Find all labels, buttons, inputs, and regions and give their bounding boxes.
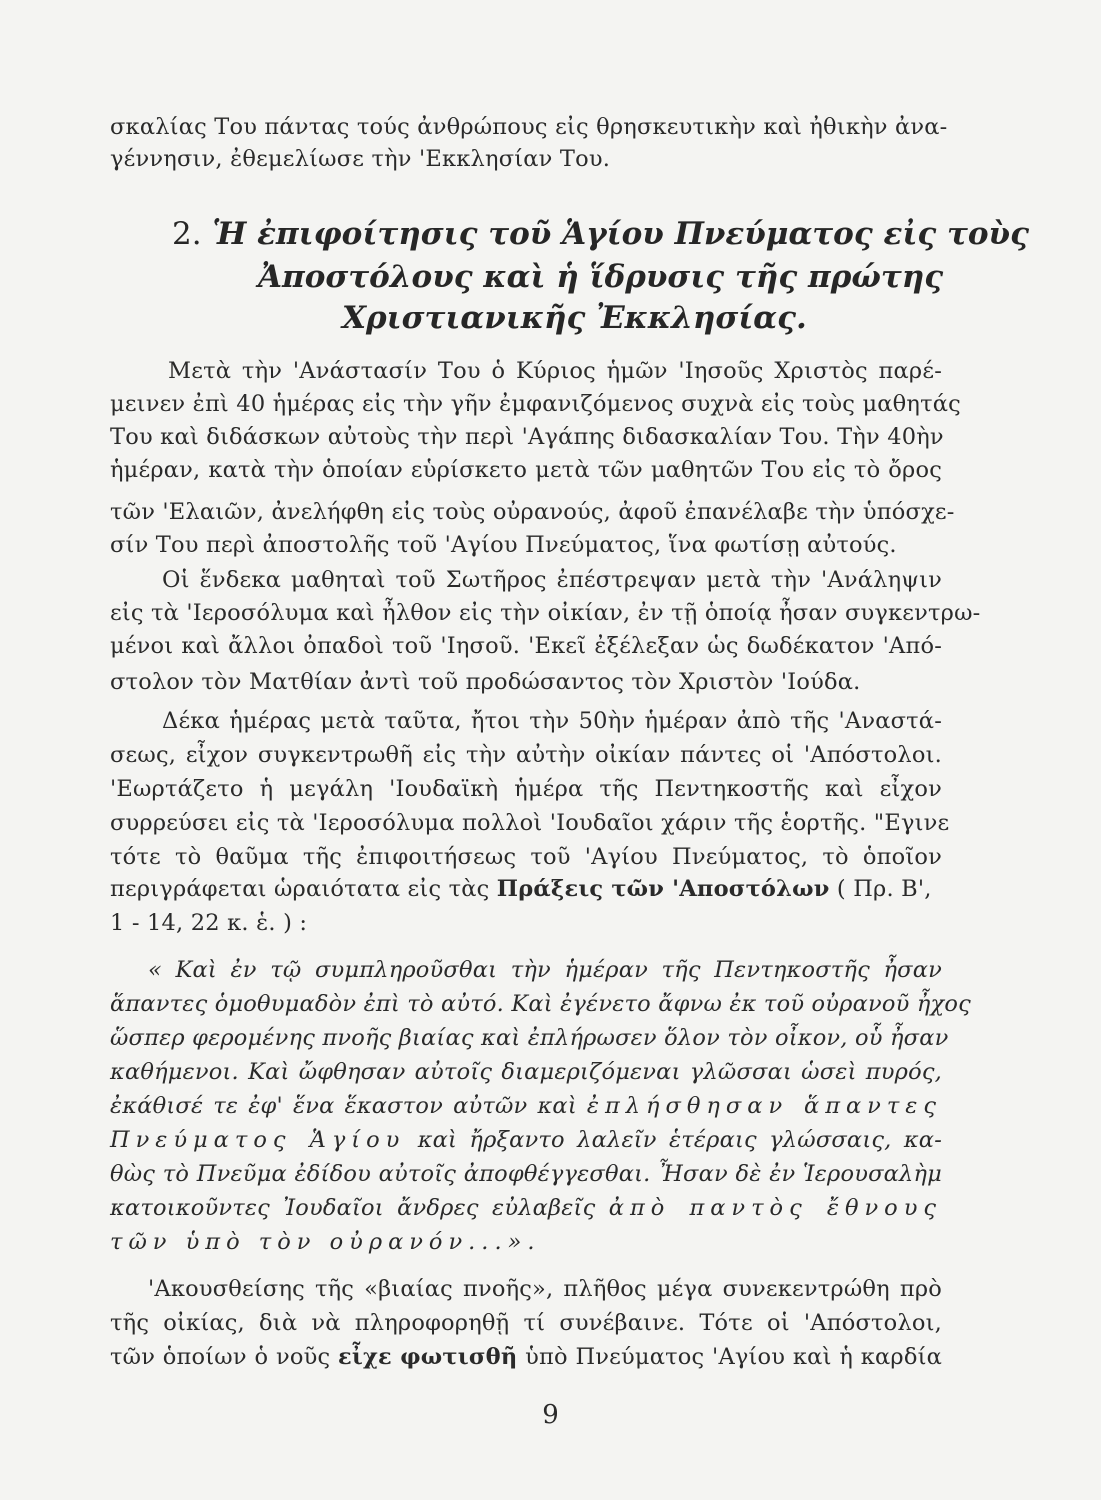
text-line: τῆς οἰκίας, διὰ νὰ πληροφορηθῇ τί συνέβαινε. Τότε οἱ 'Απόστολοι, bbox=[110, 1310, 942, 1336]
quote-line bbox=[110, 1091, 942, 1121]
text-run: ἐκάθισέ τε ἐφ' ἕνα ἕκαστον αὐτῶν καὶ bbox=[110, 1093, 587, 1119]
text-run: ὑπὸ Πνεύματος 'Αγίου καὶ ἡ καρδία bbox=[517, 1344, 942, 1370]
quote-line: ὥσπερ φερομένης πνοῆς βιαίας καὶ ἐπλήρωσεν ὅλον τὸν οἶκον, οὗ ἦσαν bbox=[110, 1025, 949, 1051]
text-line: 1 - 14, 22 κ. ἑ. ) : bbox=[110, 910, 308, 936]
text-line: γέννησιν, ἐθεμελίωσε τὴν 'Εκκλησίαν Του. bbox=[110, 146, 611, 172]
text-line: τῶν 'Ελαιῶν, ἀνελήφθη εἰς τοὺς οὐρανούς, ἀφοῦ ἐπανέλαβε τὴν ὑπόσχε- bbox=[110, 499, 955, 525]
quote-line bbox=[110, 1125, 942, 1155]
section-number: 2. bbox=[172, 216, 202, 252]
text-line: ἡμέραν, κατὰ τὴν ὁποίαν εὑρίσκετο μετὰ τῶν μαθητῶν Του εἰς τὸ ὄρος bbox=[110, 457, 942, 483]
text-line: σίν Του περὶ ἀποστολῆς τοῦ 'Αγίου Πνεύματος, ἵνα φωτίσῃ αὐτούς. bbox=[110, 532, 897, 558]
section-title-part: Ἡ ἐπιφοίτησις τοῦ Ἁγίου Πνεύματος εἰς τοὺς bbox=[212, 216, 1029, 252]
spaced-emphasis: ἐπλήσθησαν ἅπαντες bbox=[586, 1093, 942, 1119]
text-run: τῶν ὁποίων ὁ νοῦς bbox=[110, 1344, 338, 1370]
text-line: μεινεν ἐπὶ 40 ἡμέρας εἰς τὴν γῆν ἐμφανιζόμενος συχνὰ εἰς τοὺς μαθητάς bbox=[110, 391, 961, 417]
quote-line bbox=[110, 1193, 942, 1223]
text-run: ( Πρ. Β', bbox=[829, 876, 932, 902]
quote-line: ἅπαντες ὁμοθυμαδὸν ἐπὶ τὸ αὐτό. Καὶ ἐγένετο ἄφνω ἐκ τοῦ οὐρανοῦ ἦχος bbox=[110, 991, 971, 1017]
quote-line: « Καὶ ἐν τῷ συμπληροῦσθαι τὴν ἡμέραν τῆς Πεντηκοστῆς ἦσαν bbox=[148, 957, 942, 983]
spaced-emphasis: Πνεύματος Ἁγίου bbox=[110, 1127, 406, 1153]
text-line: σκαλίας Του πάντας τούς ἀνθρώπους εἰς θρησκευτικὴν καὶ ἠθικὴν ἀνα- bbox=[110, 114, 948, 140]
text-line: 'Εωρτάζετο ἡ μεγάλη 'Ιουδαϊκὴ ἡμέρα τῆς Πεντηκοστῆς καὶ εἶχον bbox=[110, 776, 942, 802]
text-run: κατοικοῦντες Ἰουδαῖοι ἄνδρες εὐλαβεῖς bbox=[110, 1195, 609, 1221]
text-run: περιγράφεται ὡραιότατα εἰς τὰς bbox=[110, 876, 497, 902]
text-line: συρρεύσει εἰς τὰ 'Ιεροσόλυμα πολλοὶ 'Ιουδαῖοι χάριν τῆς ἑορτῆς. "Εγινε bbox=[110, 810, 950, 836]
section-heading-line: Χριστιανικῆς Ἐκκλησίας. bbox=[342, 300, 807, 336]
text-line: εἰς τὰ 'Ιεροσόλυμα καὶ ἦλθον εἰς τὴν οἰκίαν, ἐν τῇ ὁποίᾳ ἦσαν συγκεντρω- bbox=[110, 600, 981, 626]
text-line bbox=[110, 874, 942, 904]
section-heading-line: Ἀποστόλους καὶ ἡ ἵδρυσις τῆς πρώτης bbox=[258, 259, 944, 295]
text-line: 'Ακουσθείσης τῆς «βιαίας πνοῆς», πλῆθος μέγα συνεκεντρώθη πρὸ bbox=[148, 1276, 942, 1302]
text-line: Δέκα ἡμέρας μετὰ ταῦτα, ἤτοι τὴν 50ὴν ἡμέραν ἀπὸ τῆς 'Αναστά- bbox=[162, 708, 942, 734]
text-line: μένοι καὶ ἄλλοι ὀπαδοὶ τοῦ 'Ιησοῦ. 'Εκεῖ ἐξέλεξαν ὡς δωδέκατον 'Από- bbox=[110, 633, 942, 659]
bold-emphasis: εἶχε φωτισθῆ bbox=[337, 1344, 518, 1370]
quote-line: καθήμενοι. Καὶ ὤφθησαν αὐτοῖς διαμεριζόμεναι γλῶσσαι ὡσεὶ πυρός, bbox=[110, 1059, 942, 1085]
quote-line: τῶν ὑπὸ τὸν οὐρανόν...». bbox=[110, 1229, 541, 1255]
text-line: σεως, εἶχον συγκεντρωθῆ εἰς τὴν αὐτὴν οἰκίαν πάντες οἱ 'Απόστολοι. bbox=[110, 742, 942, 768]
text-line: Του καὶ διδάσκων αὐτοὺς τὴν περὶ 'Αγάπης διδασκαλίαν Του. Τὴν 40ὴν bbox=[110, 424, 944, 450]
section-heading-line bbox=[172, 214, 1029, 254]
text-line: τότε τὸ θαῦμα τῆς ἐπιφοιτήσεως τοῦ 'Αγίου Πνεύματος, τὸ ὁποῖον bbox=[110, 844, 942, 870]
spaced-emphasis: ἀπὸ παντὸς ἔθνους bbox=[608, 1195, 942, 1221]
text-line: στολον τὸν Ματθίαν ἀντὶ τοῦ προδώσαντος τὸν Χριστὸν 'Ιούδα. bbox=[110, 669, 861, 695]
text-line bbox=[110, 1342, 942, 1372]
text-run: καὶ ἤρξαντο λαλεῖν ἑτέραις γλώσσαις, κα- bbox=[405, 1127, 943, 1153]
text-line: Οἱ ἕνδεκα μαθηταὶ τοῦ Σωτῆρος ἐπέστρεψαν μετὰ τὴν 'Ανάληψιν bbox=[162, 567, 942, 593]
quote-line: θὼς τὸ Πνεῦμα ἐδίδου αὐτοῖς ἀποφθέγγεσθαι. Ἦσαν δὲ ἐν Ἱερουσαλὴμ bbox=[110, 1161, 942, 1187]
text-line: Μετὰ τὴν 'Ανάστασίν Του ὁ Κύριος ἡμῶν 'Ιησοῦς Χριστὸς παρέ- bbox=[168, 358, 942, 384]
book-reference: Πράξεις τῶν 'Αποστόλων bbox=[496, 876, 830, 902]
page-number: 9 bbox=[542, 1400, 559, 1430]
